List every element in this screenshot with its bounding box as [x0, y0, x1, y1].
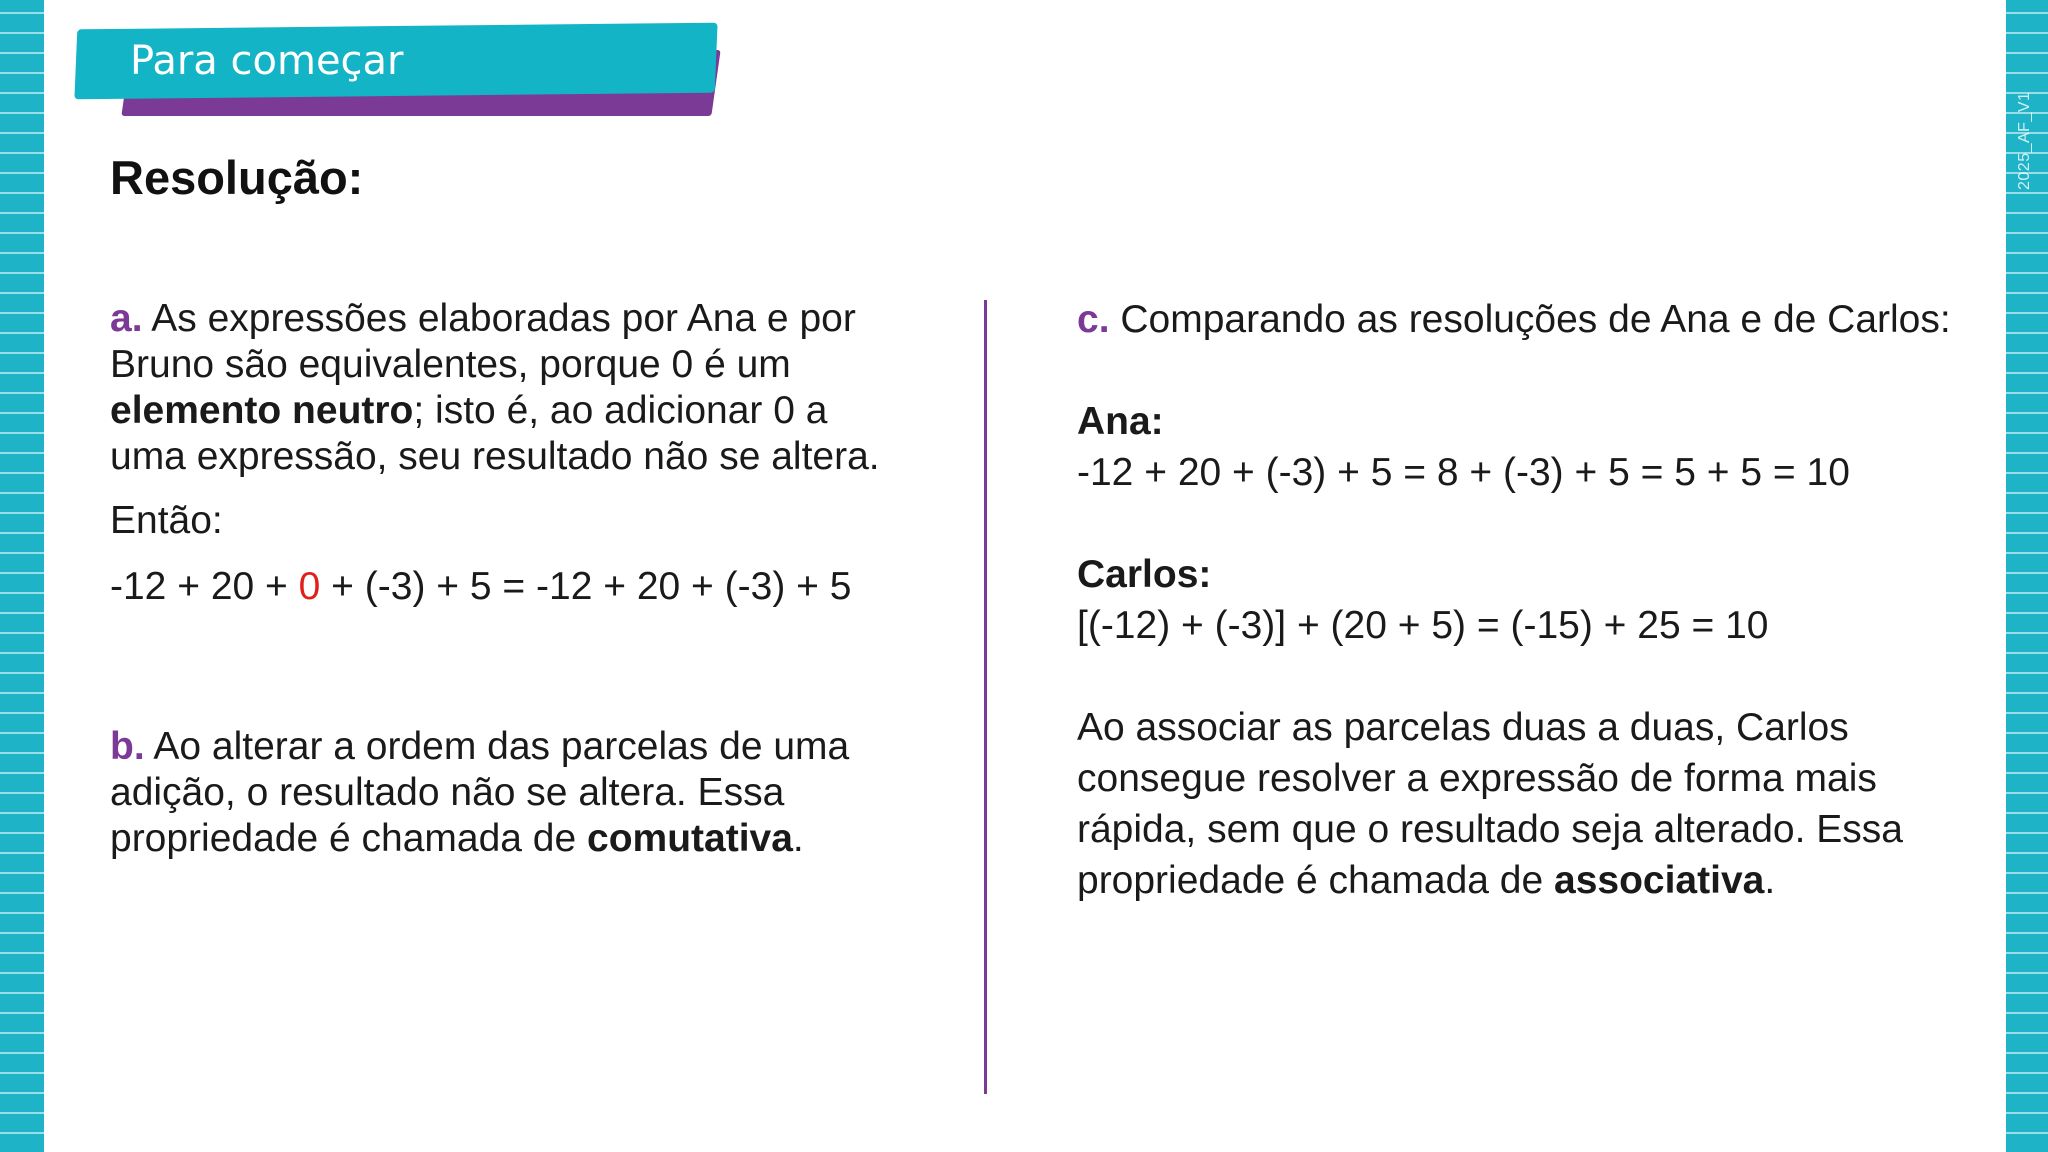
equation-a-part2: + (-3) + 5 = -12 + 20 + (-3) + 5 [320, 565, 852, 608]
item-a-bold-term: elemento neutro [110, 389, 414, 432]
conclusion-text: Ao associar as parcelas duas a duas, Carlos consegue resolver a expressão de forma mais rápida, sem que o resultado seja alterado. Essa propriedade é chamada de [1077, 706, 1903, 902]
left-column [110, 296, 910, 862]
right-column [1077, 294, 1997, 906]
item-b-text-end: . [792, 817, 804, 860]
left-decorative-strip [0, 0, 44, 1152]
entao-label: Então: [110, 499, 223, 542]
item-a-letter: a. [110, 297, 143, 340]
side-code: 2025_AF_V1 [2016, 91, 2033, 190]
ana-label-text: Ana: [1077, 400, 1164, 443]
carlos-label [1077, 549, 1997, 600]
ana-equation: -12 + 20 + (-3) + 5 = 8 + (-3) + 5 = 5 + 5 = 10 [1077, 451, 1850, 494]
equation-a-highlight: 0 [298, 565, 321, 608]
equation-a-part1: -12 + 20 + [110, 565, 299, 608]
ana-label [1077, 396, 1997, 447]
column-divider [984, 300, 987, 1094]
conclusion-end: . [1764, 859, 1776, 902]
right-decorative-strip [2006, 0, 2048, 1152]
item-b [110, 724, 910, 862]
item-b-bold-term: comutativa [587, 817, 793, 860]
item-a [110, 296, 910, 480]
conclusion-bold-term: associativa [1554, 859, 1765, 902]
item-a-text-start: As expressões elaboradas por Ana e por Bruno são equivalentes, porque 0 é um [110, 297, 856, 386]
carlos-equation: [(-12) + (-3)] + (20 + 5) = (-15) + 25 = 10 [1077, 604, 1769, 647]
carlos-label-text: Carlos: [1077, 553, 1212, 596]
equation-a [110, 564, 910, 610]
item-b-text-start: Ao alterar a ordem das parcelas de uma adição, o resultado não se altera. Essa propriedade é chamada de [110, 725, 850, 860]
conclusion [1077, 702, 1997, 906]
item-c-letter: c. [1077, 298, 1110, 341]
item-b-letter: b. [110, 725, 145, 768]
item-c [1077, 294, 1997, 345]
item-a-text-end: ; isto é, ao adicionar 0 a uma expressão, seu resultado não se altera. [110, 389, 880, 478]
item-c-text: Comparando as resoluções de Ana e de Carlos: [1109, 298, 1951, 341]
banner-title: Para começar [130, 38, 404, 84]
section-banner [76, 24, 746, 124]
page-title: Resolução: [110, 151, 364, 204]
